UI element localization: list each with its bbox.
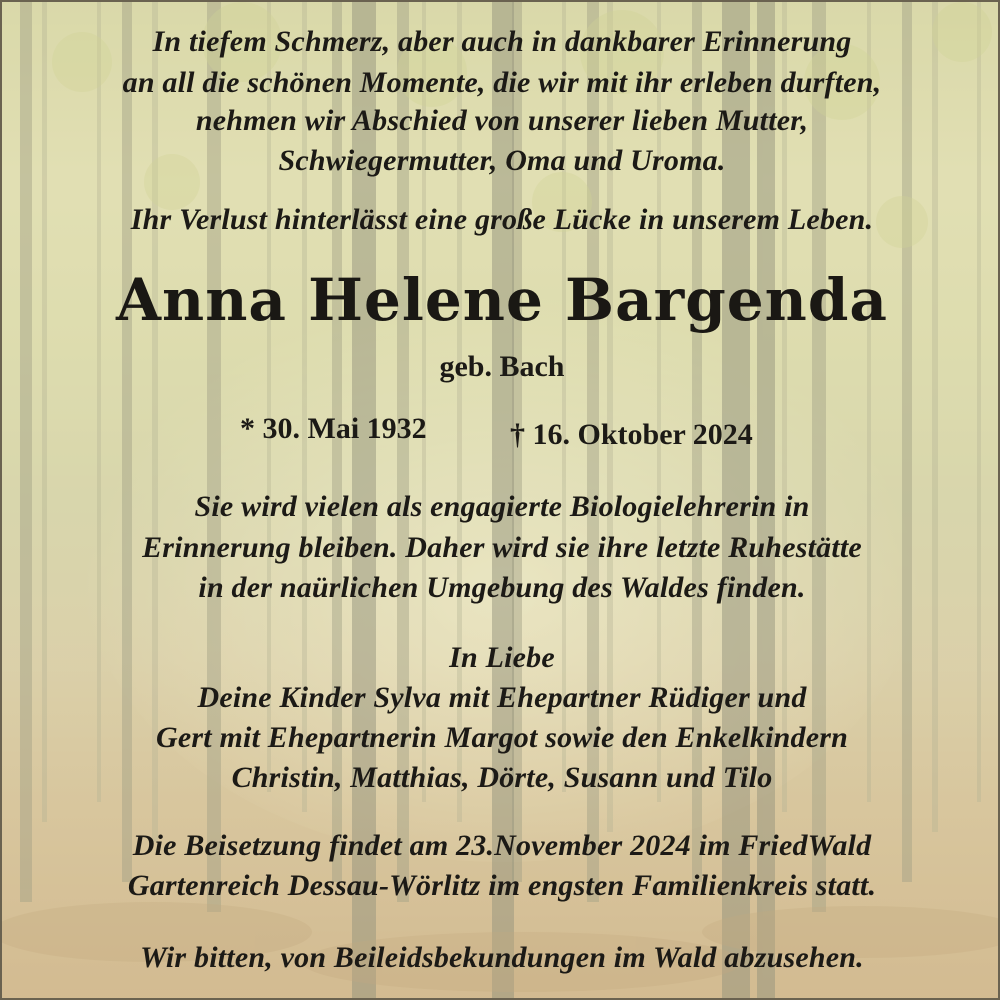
deceased-name: Anna Helene Bargenda [116,266,888,334]
obituary-text [2,2,1000,1000]
intro-line-1: In tiefem Schmerz, aber auch in dankbarer Erinnerung [152,25,852,58]
mourners-line-2: Gert mit Ehepartnerin Margot sowie den Enkelkindern [156,721,848,754]
tribute-line-3: in der naürlichen Umgebung des Waldes finden. [198,571,806,604]
condolence-request: Wir bitten, von Beileidsbekundungen im Wald abzusehen. [140,941,864,974]
mourners-line-3: Christin, Matthias, Dörte, Susann und Tilo [231,761,773,794]
tribute-line-2: Erinnerung bleiben. Daher wird sie ihre letzte Ruhestätte [142,531,862,564]
birth-date: * 30. Mai 1932 [240,412,427,445]
tribute-line-1: Sie wird vielen als engagierte Biologielehrerin in [194,490,810,523]
intro-line-4: Schwiegermutter, Oma und Uroma. [278,144,726,177]
mourners-greeting: In Liebe [449,641,555,674]
burial-line-1: Die Beisetzung findet am 23.November 2024 im FriedWald [132,829,872,862]
burial-line-2: Gartenreich Dessau-Wörlitz im engsten Familienkreis statt. [127,869,877,902]
intro-line-3: nehmen wir Abschied von unserer lieben Mutter, [195,104,809,137]
birth-name: geb. Bach [439,350,565,383]
death-date: † 16. Oktober 2024 [510,418,753,451]
mourners-line-1: Deine Kinder Sylva mit Ehepartner Rüdiger und [197,681,807,714]
intro-line-2: an all die schönen Momente, die wir mit ihr erleben durften, [122,66,882,99]
loss-line: Ihr Verlust hinterlässt eine große Lücke in unserem Leben. [130,203,874,236]
